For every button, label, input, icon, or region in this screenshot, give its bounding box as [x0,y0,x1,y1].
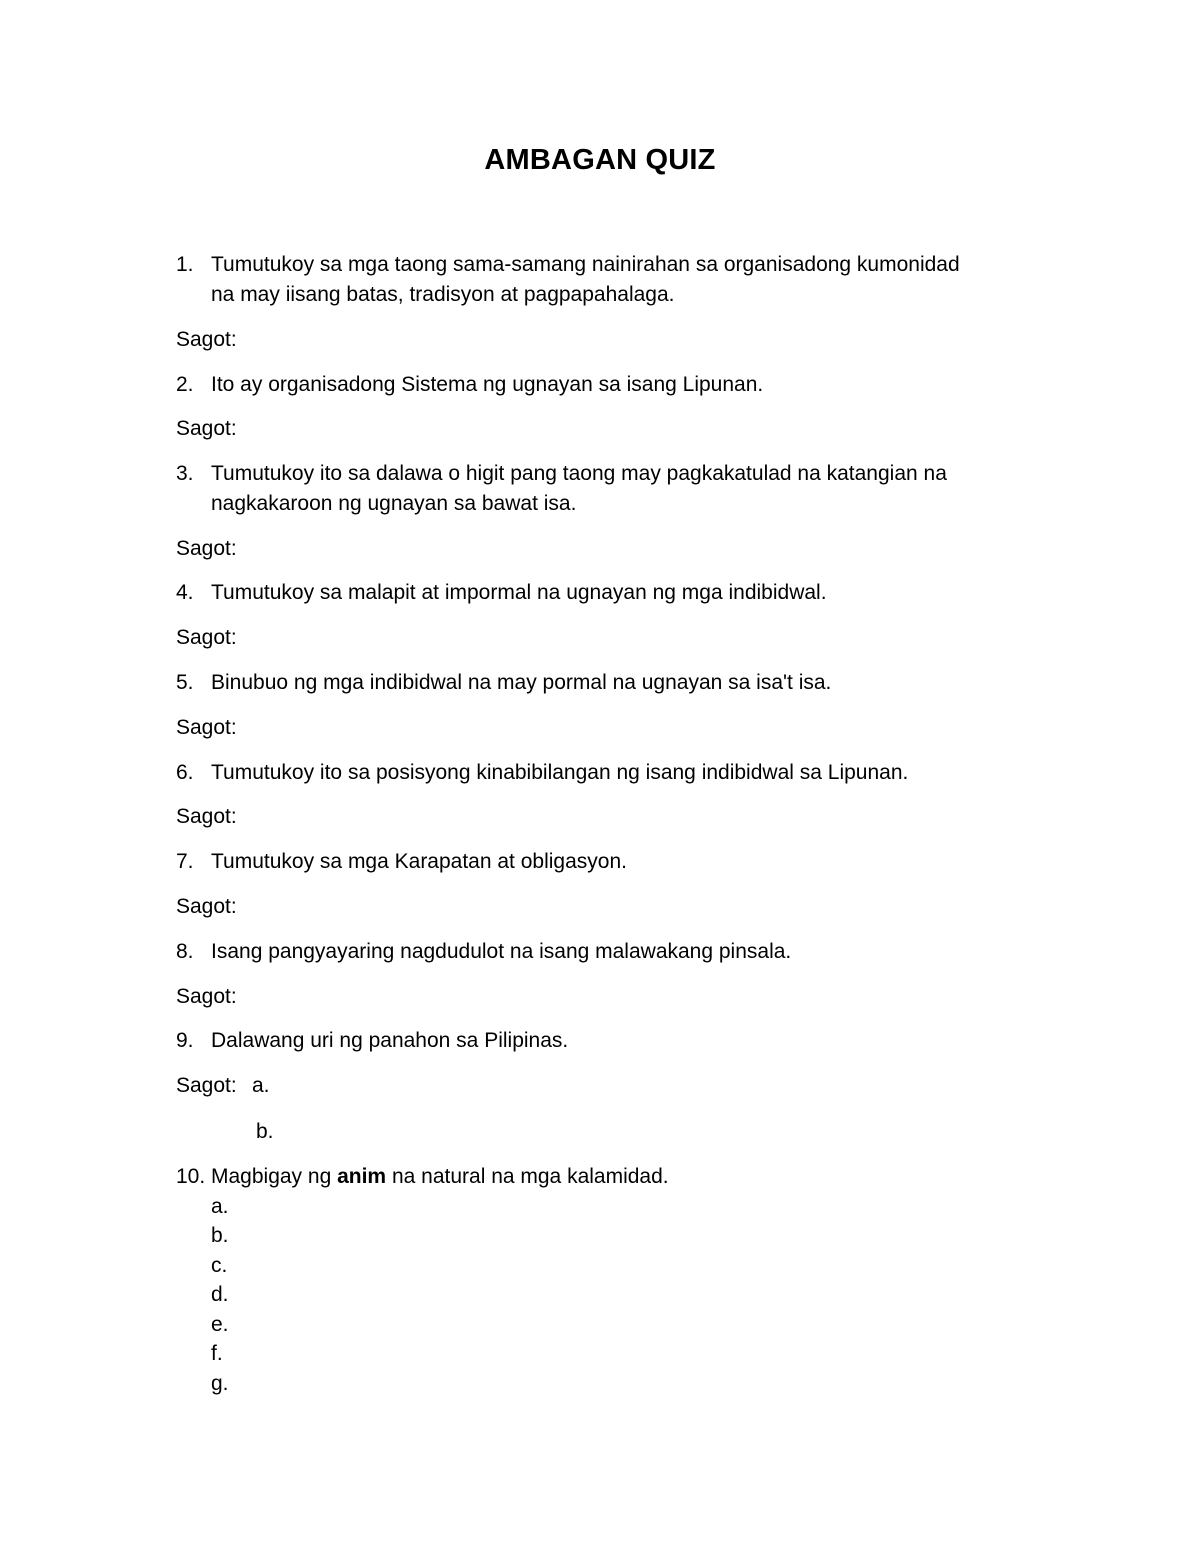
question-text: Isang pangyayaring nagdudulot na isang malawakang pinsala. [211,940,792,963]
answer-label: Sagot: [176,1074,237,1097]
question-number: 7. [176,850,194,873]
question-text-bold: anim [337,1165,387,1188]
question-text [211,1162,669,1192]
question-number: 9. [176,1029,194,1052]
answer-label: Sagot: [176,716,237,739]
answer-label: Sagot: [176,985,237,1008]
question-number: 2. [176,373,194,396]
question-text: Tumutukoy sa malapit at impormal na ugnayan ng mga indibidwal. [211,581,827,604]
question-text: nagkakaroon ng ugnayan sa bawat isa. [211,492,577,515]
question-number: 6. [176,761,194,784]
answer-label: Sagot: [176,537,237,560]
page-title: AMBAGAN QUIZ [484,144,716,176]
question-number: 3. [176,462,194,485]
blank-item: f. [211,1342,223,1365]
question-text: Dalawang uri ng panahon sa Pilipinas. [211,1029,569,1052]
answer-label: Sagot: [176,328,237,351]
question-text: Tumutukoy sa mga Karapatan at obligasyon. [211,850,627,873]
question-number: 1. [176,253,194,276]
question-text: Tumutukoy sa mga taong sama-samang nainirahan sa organisadong kumonidad [211,253,960,276]
question-text-before: Magbigay ng [211,1165,332,1188]
blank-item: g. [211,1372,229,1395]
answer-label: Sagot: [176,626,237,649]
blank-item: e. [211,1313,229,1336]
blank-item: c. [211,1254,228,1277]
question-text: Tumutukoy ito sa posisyong kinabibilangan ng isang indibidwal sa Lipunan. [211,761,909,784]
answer-option-b: b. [256,1120,274,1143]
answer-option-a: a. [252,1074,270,1097]
answer-label: Sagot: [176,895,237,918]
blank-item: d. [211,1283,229,1306]
question-number: 5. [176,671,194,694]
blank-item: a. [211,1195,229,1218]
question-number: 8. [176,940,194,963]
question-number: 4. [176,581,194,604]
question-text: na may iisang batas, tradisyon at pagpapahalaga. [211,283,675,306]
question-text: Ito ay organisadong Sistema ng ugnayan sa isang Lipunan. [211,373,764,396]
question-number: 10. [176,1165,206,1188]
answer-label: Sagot: [176,417,237,440]
answer-label: Sagot: [176,805,237,828]
question-text-after: na natural na mga kalamidad. [391,1165,669,1188]
question-text: Tumutukoy ito sa dalawa o higit pang taong may pagkakatulad na katangian na [211,462,947,485]
question-text: Binubuo ng mga indibidwal na may pormal na ugnayan sa isa't isa. [211,671,832,694]
blank-item: b. [211,1224,229,1247]
